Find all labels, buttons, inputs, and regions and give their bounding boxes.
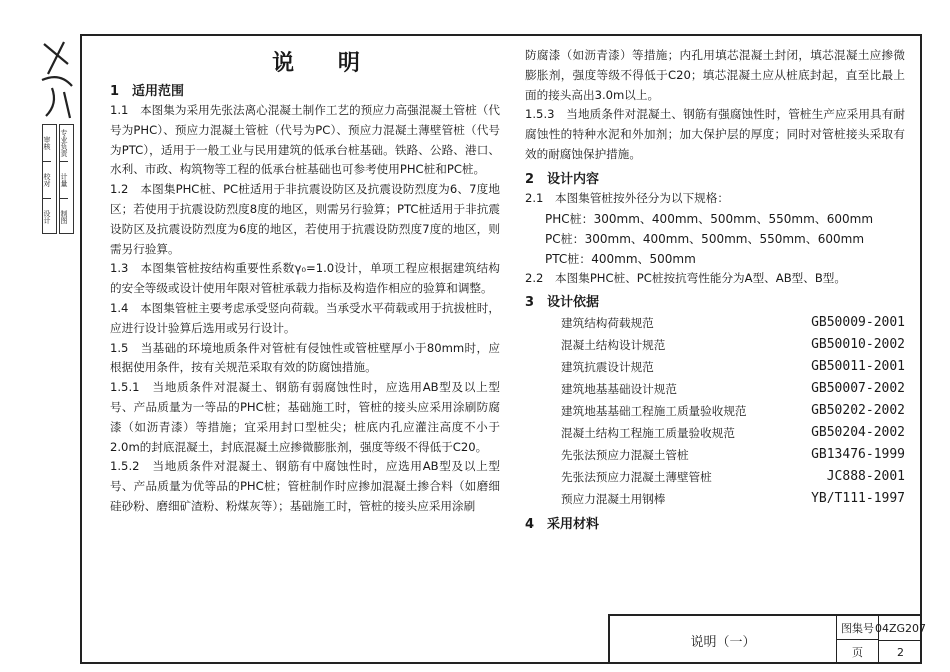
standard-code: GB50007-2002 — [811, 381, 905, 397]
sign-cell: 审核 — [43, 125, 51, 162]
standard-code: GB50010-2002 — [811, 337, 905, 353]
para-1-4: 1.4 本图集管桩主要考虑承受竖向荷载。当承受水平荷载或用于抗拔桩时，应进行设计验算后选用或另行设计。 — [110, 300, 500, 335]
title-block — [608, 614, 927, 664]
sign-cell: 制图 — [60, 210, 68, 224]
para-1-3: 1.3 本图集管桩按结构重要性系数γ₀=1.0设计，单项工程应根据建筑结构的安全等级或设计使用年限对管桩承载力指标及构造作相应的验算和调整。 — [110, 261, 500, 296]
right-column — [525, 46, 905, 534]
standard-code: GB50204-2002 — [811, 425, 905, 441]
standard-name: 先张法预应力混凝土薄壁管桩 — [561, 470, 712, 485]
sign-cell: 计量 — [60, 162, 68, 199]
page-number: 2 — [897, 645, 904, 659]
para-1-5-2-cont: 防腐漆（如沥青漆）等措施；内孔用填芯混凝土封闭，填芯混凝土应掺微膨胀剂，强度等级不得低于C20；填芯混凝土应从桩底封起，直至比最上面的接头高出3.0m以上。 — [525, 48, 905, 102]
standard-name: 建筑抗震设计规范 — [561, 360, 654, 375]
standard-name: 建筑地基基础设计规范 — [561, 382, 677, 397]
signature-strip — [34, 34, 80, 234]
section-2-heading: 2 设计内容 — [525, 171, 600, 187]
para-1-1: 1.1 本图集为采用先张法离心混凝土制作工艺的预应力高强混凝土管桩（代号为PHC）、预应力混凝土管桩（代号为PC）、预应力混凝土薄壁管桩（代号为PTC），适用于一般工业与民用建筑的低承台桩基础。铁路、公路、港口、水利、市政、构筑物等工程的低承台桩基础也可参考使用PHC桩和PC桩。 — [110, 103, 500, 177]
standard-name: 建筑地基基础工程施工质量验收规范 — [561, 404, 747, 419]
standard-row — [525, 378, 905, 400]
size-list — [525, 209, 905, 269]
left-column — [110, 46, 500, 517]
standard-code: YB/T111-1997 — [811, 491, 905, 507]
standard-row — [525, 334, 905, 356]
atlas-label: 图集号 — [837, 616, 879, 640]
para-1-5-1: 1.5.1 当地质条件对混凝土、钢筋有弱腐蚀性时，应选用AB型及以上型号、产品质量为一等品的PHC桩；基础施工时，管桩的接头应采用涂刷防腐漆（如沥青漆）等措施；宜采用封口型桩尖；桩底内孔应灌注高度不小于2.0m的封底混凝土，封底混凝土应掺微膨胀剂，强度等级不得低于C20。 — [110, 380, 500, 454]
standard-code: JC888-2001 — [826, 469, 905, 485]
standard-code: GB50202-2002 — [811, 403, 905, 419]
standard-row — [525, 488, 905, 510]
para-2-1: 2.1 本图集管桩按外径分为以下规格： — [525, 190, 729, 205]
section-3-heading: 3 设计依据 — [525, 295, 600, 311]
standard-row — [525, 356, 905, 378]
section-4-heading: 4 采用材料 — [525, 517, 600, 533]
handwritten-signature — [34, 34, 80, 122]
para-2-2: 2.2 本图集PHC桩、PC桩按抗弯性能分为A型、AB型、B型。 — [525, 270, 846, 285]
section-1-heading: 1 适用范围 — [110, 84, 185, 99]
standard-row — [525, 312, 905, 334]
standard-code: GB50011-2001 — [811, 359, 905, 375]
sheet-name: 说明（一） — [610, 616, 837, 664]
standard-row — [525, 444, 905, 466]
sign-column-2 — [59, 124, 74, 234]
sign-cell: 专业负责 — [60, 125, 68, 162]
sign-cell: 校对 — [43, 162, 51, 199]
atlas-number: 04ZG207 — [879, 616, 922, 641]
standard-code: GB13476-1999 — [811, 447, 905, 463]
standard-name: 混凝土结构工程施工质量验收规范 — [561, 426, 735, 441]
standard-name: 先张法预应力混凝土管桩 — [561, 448, 689, 463]
standard-row — [525, 466, 905, 488]
para-1-5: 1.5 当基础的环境地质条件对管桩有侵蚀性或管桩壁厚小于80mm时，应根据使用条件，按有关规范采取有效的防腐蚀措施。 — [110, 340, 500, 375]
size-row: PHC桩：300mm、400mm、500mm、550mm、600mm — [545, 211, 874, 226]
size-row: PTC桩：400mm、500mm — [545, 251, 696, 266]
standard-name: 预应力混凝土用钢棒 — [561, 492, 666, 507]
standard-name: 混凝土结构设计规范 — [561, 338, 666, 353]
page-label: 页 — [837, 640, 879, 664]
page-title: 说 明 — [272, 51, 378, 76]
standard-row — [525, 422, 905, 444]
para-1-5-2: 1.5.2 当地质条件对混凝土、钢筋有中腐蚀性时，应选用AB型及以上型号、产品质量为优等品的PHC桩；管桩制作时应掺加混凝土掺合料（如磨细硅砂粉、磨细矿渣粉、粉煤灰等）；基础施工时，管桩的接头应采用涂刷 — [110, 459, 500, 513]
standard-row — [525, 400, 905, 422]
standard-code: GB50009-2001 — [811, 315, 905, 331]
para-1-2: 1.2 本图集PHC桩、PC桩适用于非抗震设防区及抗震设防烈度为6、7度地区；若使用于抗震设防烈度8度的地区，则需另行验算；PTC桩适用于非抗震设防区及抗震设防烈度为6度的地区，若使用于抗震设防烈度7度的地区，则需另行验算。 — [110, 182, 500, 256]
para-1-5-3: 1.5.3 当地质条件对混凝土、钢筋有强腐蚀性时，管桩生产应采用具有耐腐蚀性的特种水泥和外加剂；加大保护层的厚度；同时对管桩接头采取有效的耐腐蚀保护措施。 — [525, 107, 905, 161]
standard-name: 建筑结构荷载规范 — [561, 316, 654, 331]
sign-cell: 设计 — [43, 210, 51, 224]
size-row: PC桩：300mm、400mm、500mm、550mm、600mm — [545, 231, 865, 246]
sign-column-1 — [42, 124, 57, 234]
